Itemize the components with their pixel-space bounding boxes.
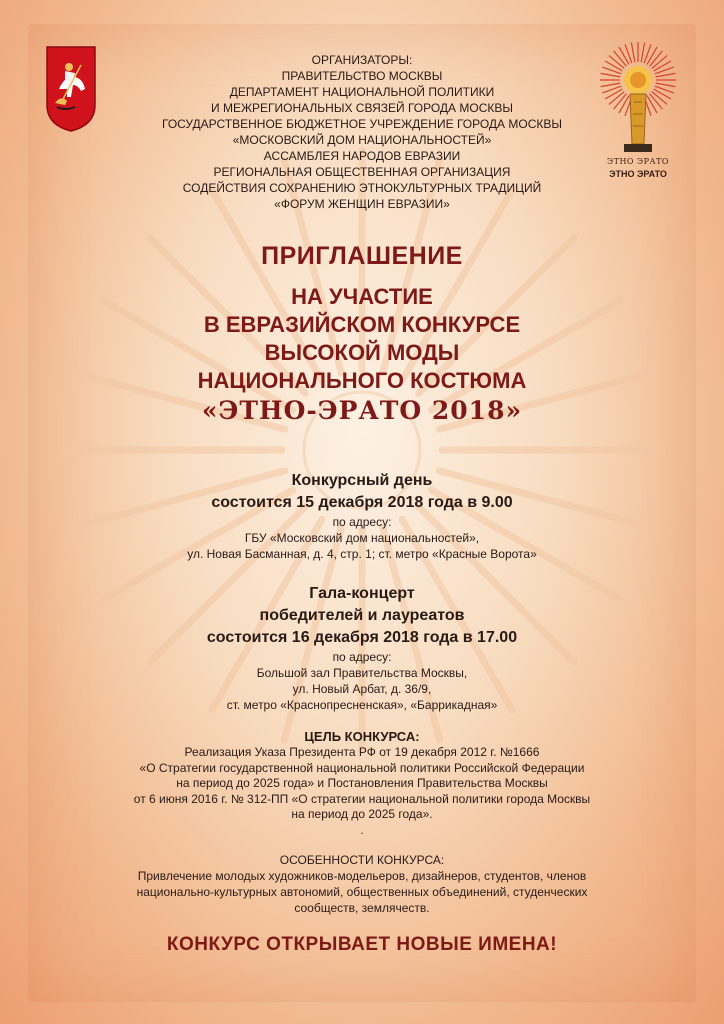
- gala-address-line: ст. метро «Краснопресненская», «Баррикадная»: [226, 698, 498, 712]
- goal-line: Реализация Указа Президента РФ от 19 декабря 2012 г. №1666: [184, 745, 540, 759]
- gala-subheading: победителей и лауреатов: [259, 607, 465, 624]
- gala-heading: Гала-концерт: [309, 585, 415, 602]
- gala-address-line: Большой зал Правительства Москвы,: [256, 666, 468, 680]
- goal-line: от 6 июня 2016 г. № 312-ПП «О стратегии национальной политики города Москвы: [133, 791, 591, 806]
- gala-address-line: ул. Новый Арбат, д. 36/9,: [292, 682, 432, 696]
- gala-block: [0, 583, 724, 713]
- goal-block: [0, 728, 724, 839]
- organizers-line: РЕГИОНАЛЬНАЯ ОБЩЕСТВЕННАЯ ОРГАНИЗАЦИЯ: [213, 165, 511, 179]
- contest-day-when: состоится 15 декабря 2018 года в 9.00: [211, 494, 513, 511]
- contest-day-address-line: ул. Новая Басманная, д. 4, стр. 1; ст. метро «Красные Ворота»: [187, 547, 537, 561]
- features-block: [0, 852, 724, 916]
- logo-caption-top: ЭТНО ЭРАТО: [607, 157, 669, 166]
- goal-heading: ЦЕЛЬ КОНКУРСА:: [304, 729, 420, 744]
- features-line: национально-культурных автономий, общественных объединений, студенческих: [136, 885, 588, 899]
- organizers-block: [0, 52, 724, 212]
- contest-day-heading: Конкурсный день: [291, 472, 433, 489]
- invitation-heading: ПРИГЛАШЕНИЕ: [261, 242, 463, 270]
- organizers-line: ОРГАНИЗАТОРЫ:: [311, 53, 413, 67]
- contest-title: [0, 283, 724, 425]
- gala-address-label: по адресу:: [332, 650, 392, 664]
- title-line: НА УЧАСТИЕ: [291, 284, 433, 309]
- goal-line: «О Стратегии государственной национальной политики Российской Федерации: [139, 760, 585, 775]
- logo-caption-bottom: ЭТНО ЭРАТО: [609, 169, 667, 179]
- organizers-line: ГОСУДАРСТВЕННОЕ БЮДЖЕТНОЕ УЧРЕЖДЕНИЕ ГОРОДА МОСКВЫ: [162, 117, 562, 131]
- goal-line: .: [360, 822, 364, 837]
- gala-when: состоится 16 декабря 2018 года в 17.00: [206, 629, 518, 646]
- brand-title: «ЭТНО-ЭРАТО 2018»: [201, 396, 523, 425]
- organizers-line: СОДЕЙСТВИЯ СОХРАНЕНИЮ ЭТНОКУЛЬТУРНЫХ ТРАДИЦИЙ: [182, 181, 542, 195]
- contest-day-address-line: ГБУ «Московский дом национальностей»,: [244, 531, 480, 545]
- goal-line: на период до 2025 года».: [291, 807, 433, 822]
- title-line: В ЕВРАЗИЙСКОМ КОНКУРСЕ: [203, 312, 521, 337]
- contest-day-address-label: по адресу:: [332, 515, 392, 529]
- organizers-line: «МОСКОВСКИЙ ДОМ НАЦИОНАЛЬНОСТЕЙ»: [232, 133, 492, 147]
- organizers-line: «ФОРУМ ЖЕНЩИН ЕВРАЗИИ»: [274, 197, 450, 211]
- features-heading: ОСОБЕННОСТИ КОНКУРСА:: [279, 853, 445, 867]
- slogan: КОНКУРС ОТКРЫВАЕТ НОВЫЕ ИМЕНА!: [166, 934, 558, 955]
- organizers-line: И МЕЖРЕГИОНАЛЬНЫХ СВЯЗЕЙ ГОРОДА МОСКВЫ: [210, 101, 513, 115]
- organizers-line: ДЕПАРТАМЕНТ НАЦИОНАЛЬНОЙ ПОЛИТИКИ: [229, 85, 495, 99]
- organizers-line: АССАМБЛЕЯ НАРОДОВ ЕВРАЗИИ: [263, 149, 461, 163]
- title-line: НАЦИОНАЛЬНОГО КОСТЮМА: [197, 368, 527, 393]
- organizers-line: ПРАВИТЕЛЬСТВО МОСКВЫ: [281, 69, 443, 83]
- contest-day-block: [0, 470, 724, 562]
- title-line: ВЫСОКОЙ МОДЫ: [264, 340, 460, 365]
- features-line: сообществ, землячеств.: [294, 901, 430, 915]
- features-line: Привлечение молодых художников-модельеров, дизайнеров, студентов, членов: [137, 869, 587, 883]
- goal-line: на период до 2025 года» и Постановления Правительства Москвы: [176, 776, 548, 791]
